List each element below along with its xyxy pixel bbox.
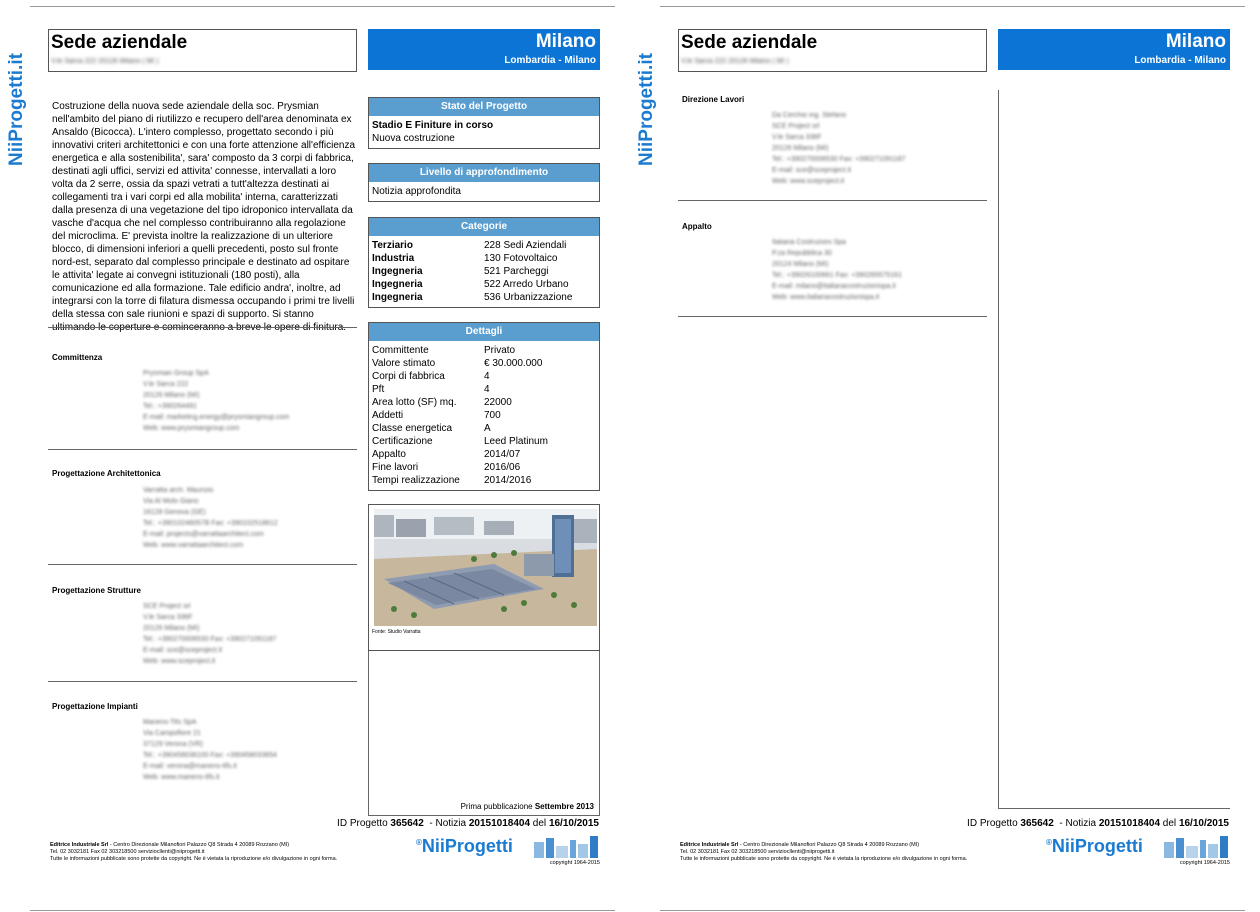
section-progettazione-strutture: Progettazione Strutture: [52, 586, 141, 595]
column-rule: [368, 651, 369, 816]
dettaglio-row: Pft 4: [372, 384, 490, 395]
city-box: [368, 29, 600, 70]
project-address: V.le Sarca 222 20126 Milano ( MI ): [51, 58, 159, 65]
project-description: Costruzione della nuova sede aziendale della soc. Prysmian nell'ambito del piano di riutilizzo e recupero dell'area denominata ex Ansaldo (Bicocca). L'intero complesso, progettato secondo i più innovativi criteri architettonici e con una forte attenzione all'efficienza energetica e alla sostenibilita', sara' composto da 3 corpi di fabbrica, destinati agli uffici, servizi ed attivita' connesse, intervallati a loro volta da 2 serre, ossia da spazi vetrati a tutt'altezza destinati ai collegamenti tra i vari corpi ed alla mobilita' interna, caratterizzati dalla presenza di una vegetazione del tipo idroponico intervallata da vasche d'acqua che nel complesso contribuiranno alla regolazione del microclima. E' prevista inoltre la realizzazione di un ulteriore blocco, di dimensioni inferiori a quelli precedenti, posto sul fronte nord-est, separato dal complesso principale e destinato ad ospitare le attivita' legate ai convegni istituzionali (180 posti), alla comunicazione ed alla formazione. Tale edificio andra', inoltre, ad integrarsi con la torre di filatura dismessa occupando i primi tre livelli della stessa con sale riunioni e spazi di supporto. Si stanno: [52, 101, 356, 320]
dettaglio-row: Fine lavori 2016/06: [372, 462, 521, 473]
divider: [678, 316, 987, 317]
dettaglio-row: Certificazione Leed Platinum: [372, 436, 548, 447]
categoria-row: Terziario 228 Sedi Aziendali: [372, 240, 567, 251]
bottom-rule: [30, 910, 615, 911]
dettaglio-row: Classe energetica A: [372, 423, 491, 434]
categoria-row: Ingegneria 536 Urbanizzazione: [372, 292, 573, 303]
categoria-row: Ingegneria 522 Arredo Urbano: [372, 279, 569, 290]
categoria-row: Ingegneria 521 Parcheggi: [372, 266, 549, 277]
project-title: Sede aziendale: [681, 32, 818, 53]
project-id-line: ID Progetto 365642 - Notizia 20151018404 del 16/10/2015: [337, 818, 599, 829]
region-name: Lombardia - Milano: [1134, 55, 1226, 66]
title-box: [48, 29, 357, 72]
stato-stage: Stadio E Finiture in corso: [372, 120, 494, 131]
divider: [48, 564, 357, 565]
copyright: copyright 1964-2015: [1179, 860, 1230, 866]
categoria-row: Industria 130 Fotovoltaico: [372, 253, 558, 264]
project-rendering-image: [374, 509, 597, 626]
brand-footer: [416, 836, 600, 870]
side-logo: [632, 30, 658, 170]
contact-strutture: SCE Project srl V.le Sarca 336F 20126 Milano (MI) Tel.: +390270006530 Fax: +390271091187 E-mail: sce@sceproject.it Web: www.sceproject.it: [143, 603, 277, 665]
image-caption: Fonte: Studio Varratta: [372, 629, 421, 635]
contact-committenza: Prysmian Group SpA V.le Sarca 222 20126 Milano (MI) Tel.: +390264491 E-mail: marketing.energy@prysmiangroup.com Web: www.prysmiangroup.com: [143, 370, 290, 432]
stato-type: Nuova costruzione: [372, 133, 455, 144]
contact-impianti: Manens-Tifs SpA Via Campofiore 21 37129 Verona (VR) Tel.: +390458036100 Fax: +390458033654 E-mail: verona@manens-tifs.it Web: www.manens-tifs.it: [143, 719, 277, 781]
dettagli-header: Dettagli: [369, 323, 599, 341]
column-rule-bottom: [998, 808, 1230, 809]
side-logo-text: NiiProgetti.it: [6, 53, 27, 166]
region-name: Lombardia - Milano: [504, 55, 596, 66]
column-rule: [998, 90, 999, 808]
dettaglio-row: Tempi realizzazione 2014/2016: [372, 475, 532, 486]
categorie-panel: [368, 217, 600, 308]
dettagli-panel: [368, 322, 600, 491]
divider: [48, 681, 357, 682]
bottom-rule: [660, 910, 1245, 911]
project-address: V.le Sarca 222 20126 Milano ( MI ): [681, 58, 789, 65]
dettaglio-row: Addetti 700: [372, 410, 501, 421]
brand-footer: [1046, 836, 1230, 870]
project-id-line: ID Progetto 365642 - Notizia 20151018404 del 16/10/2015: [967, 818, 1229, 829]
section-appalto: Appalto: [682, 222, 712, 231]
top-rule: [660, 6, 1245, 7]
section-direzione-lavori: Direzione Lavori: [682, 95, 745, 104]
top-rule: [30, 6, 615, 7]
skyline-icon: [534, 836, 600, 858]
divider: [678, 200, 987, 201]
project-title: Sede aziendale: [51, 32, 188, 53]
dettaglio-row: Area lotto (SF) mq. 22000: [372, 397, 512, 408]
livello-panel: [368, 163, 600, 202]
footer-info: Editrice Industriale Srl - Centro Direzionale Milanofiori Palazzo Q8 Strada 4 20089 Rozzano (MI) Tel. 02 3032181 Fax 02 303218500 serviziocllenti@niiprogetti.it Tutte le informazioni pubblicate sono protette da copyright. Ne è vietata la riproduzione e/o divulgazione in ogni forma.: [50, 842, 338, 862]
divider: [48, 449, 357, 450]
skyline-icon: [1164, 836, 1230, 858]
brand-logo: ®NiiProgetti: [1046, 836, 1143, 856]
section-progettazione-impianti: Progettazione Impianti: [52, 702, 138, 711]
dettaglio-row: Corpi di fabbrica 4: [372, 371, 490, 382]
divider: [48, 327, 357, 328]
project-image-panel: [368, 504, 600, 651]
contact-appalto: Italiana Costruzioni Spa P.za Repubblica 30 20124 Milano (MI) Tel.: +39026100661 Fax: +390265575161 E-mail: milano@italianacostruzionispa.it Web: www.italianacostruzionispa.it: [772, 239, 903, 301]
side-logo: [2, 30, 28, 170]
dettaglio-row: Appalto 2014/07: [372, 449, 521, 460]
city-name: Milano: [1165, 31, 1226, 52]
contact-architettonica: Varratta arch. Maurizio Via Al Molo Giano 16128 Genova (GE) Tel.: +39010246057B Fax: +390102518612 E-mail: projects@varrattaarchitect.com Web: www.varrattaarchitect.com: [143, 487, 278, 549]
side-logo-text: NiiProgetti.it: [636, 53, 657, 166]
livello-value: Notizia approfondita: [372, 186, 461, 197]
categorie-header: Categorie: [369, 218, 599, 236]
city-name: Milano: [535, 31, 596, 52]
stato-header: Stato del Progetto: [369, 98, 599, 116]
stato-panel: [368, 97, 600, 149]
section-committenza: Committenza: [52, 353, 103, 362]
livello-header: Livello di approfondimento: [369, 164, 599, 182]
brand-logo: ®NiiProgetti: [416, 836, 513, 856]
report-page-2: [630, 0, 1260, 912]
section-progettazione-architettonica: Progettazione Architettonica: [52, 469, 161, 478]
footer-info: Editrice Industriale Srl - Centro Direzionale Milanofiori Palazzo Q8 Strada 4 20089 Rozzano (MI) Tel. 02 3032181 Fax 02 303218500 serviziocllenti@niiprogetti.it Tutte le informazioni pubblicate sono protette da copyright. Ne è vietata la riproduzione e/o divulgazione in ogni forma.: [680, 842, 968, 862]
title-box: [678, 29, 987, 72]
column-rule-right: [599, 651, 600, 816]
copyright: copyright 1964-2015: [549, 860, 600, 866]
city-box: [998, 29, 1230, 70]
dettaglio-row: Valore stimato € 30.000.000: [372, 358, 543, 369]
first-publication: Prima pubblicazione Settembre 2013: [460, 802, 594, 811]
contact-direzione-lavori: Da Cerchio ing. Stefano SCE Project srl V.le Sarca 336F 20126 Milano (MI) Tel.: +390270006530 Fax: +390271091187 E-mail: sce@sceproject.it Web: www.sceproject.it: [772, 112, 906, 185]
column-rule-bottom: [368, 815, 600, 816]
dettaglio-row: Committente Privato: [372, 345, 516, 356]
